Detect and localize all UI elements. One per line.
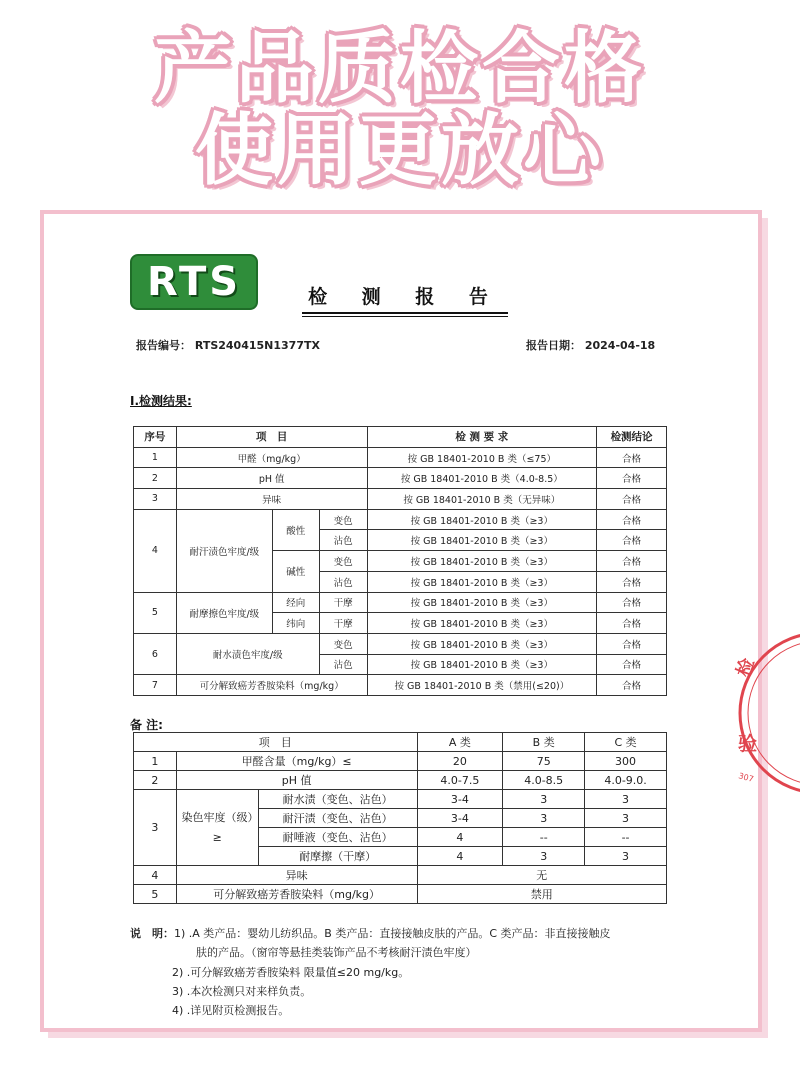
row-requirement: 按 GB 18401-2010 B 类（≥3） [367,509,597,530]
row-group: 酸性 [272,509,319,550]
row-item: pH 值 [176,468,367,489]
explanation-line-3: 3) .本次检测只对来样负责。 [172,985,312,998]
row-item: 可分解致癌芳香胺染料（mg/kg） [176,675,367,696]
row-requirement: 按 GB 18401-2010 B 类（≥3） [367,654,597,675]
notes-b: 3 [503,809,585,828]
explanation-line-2: 2) .可分解致癌芳香胺染料 限量值≤20 mg/kg。 [172,966,410,979]
row-item: 耐汗渍色牢度/级 [176,509,272,592]
explanation-line-4: 4) .详见附页检测报告。 [172,1004,290,1017]
notes-c: 3 [585,809,667,828]
notes-c: 3 [585,790,667,809]
title-underline [302,312,508,314]
notes-a: 3-4 [417,790,503,809]
notes-subitem: 耐唾液（变色、沾色） [258,828,417,847]
report-number [136,337,320,353]
row-item: 异味 [176,489,367,510]
table-row [134,509,667,530]
table-row [134,771,667,790]
header-item: 项 目 [176,427,367,448]
table-row [134,866,667,885]
row-subitem: 干摩 [319,613,367,634]
report-title: 检 测 报 告 [308,286,502,308]
row-requirement: 按 GB 18401-2010 B 类（禁用(≤20)） [367,675,597,696]
notes-subitem: 耐摩擦（干摩） [258,847,417,866]
row-item: 甲醛（mg/kg） [176,447,367,468]
row-result: 合格 [597,592,667,613]
table-row [134,489,667,510]
table-row [134,885,667,904]
notes-subitem: 耐水渍（变色、沾色） [258,790,417,809]
row-subitem: 变色 [319,633,367,654]
notes-c: 3 [585,847,667,866]
notes-subitem: 耐汗渍（变色、沾色） [258,809,417,828]
row-subitem: 干摩 [319,592,367,613]
row-requirement: 按 GB 18401-2010 B 类（≥3） [367,613,597,634]
notes-a: 20 [417,752,503,771]
notes-b: 75 [503,752,585,771]
row-requirement: 按 GB 18401-2010 B 类（≥3） [367,551,597,572]
report-number-label: 报告编号： [136,339,191,352]
notes-header-c: C 类 [585,733,667,752]
headline-line-2: 使用更放心 [194,106,605,196]
notes-title: 备 注: [130,718,163,732]
notes-header-b: B 类 [503,733,585,752]
notes-item: pH 值 [176,771,417,790]
report-date-label: 报告日期： [526,339,581,352]
stamp-char-top: 检 [732,655,759,680]
notes-c: 300 [585,752,667,771]
notes-b: 3 [503,790,585,809]
header-no: 序号 [134,427,177,448]
table-row [134,633,667,654]
row-no: 7 [134,675,177,696]
notes-a: 3-4 [417,809,503,828]
notes-no: 5 [134,885,177,904]
notes-header-a: A 类 [417,733,503,752]
table-row [134,592,667,613]
table-header-row [134,427,667,448]
notes-item: 可分解致癌芳香胺染料（mg/kg） [176,885,417,904]
notes-b: 3 [503,847,585,866]
row-group: 经向 [272,592,319,613]
stamp-ring [740,633,800,793]
row-no: 2 [134,468,177,489]
table-row [134,447,667,468]
row-result: 合格 [597,447,667,468]
row-subitem: 沾色 [319,530,367,551]
notes-a: 4.0-7.5 [417,771,503,790]
row-no: 1 [134,447,177,468]
row-subitem: 变色 [319,551,367,572]
row-result: 合格 [597,571,667,592]
explanation-line-1 [130,924,611,943]
row-no: 4 [134,509,177,592]
row-requirement: 按 GB 18401-2010 B 类（≥3） [367,530,597,551]
results-section-title: I.检测结果: [130,394,192,408]
table-header-row [134,733,667,752]
notes-item: 异味 [176,866,417,885]
notes-table [133,732,667,904]
table-row [134,752,667,771]
row-group: 碱性 [272,551,319,592]
notes-value: 禁用 [417,885,667,904]
notes-c: 4.0-9.0. [585,771,667,790]
row-result: 合格 [597,468,667,489]
row-requirement: 按 GB 18401-2010 B 类（4.0-8.5） [367,468,597,489]
notes-b: -- [503,828,585,847]
explanation-text-1: 1) .A 类产品：婴幼儿纺织品。B 类产品：直接接触皮肤的产品。C 类产品：非直接接触皮 [174,927,611,940]
notes-a: 4 [417,847,503,866]
table-row [134,790,667,809]
row-no: 6 [134,633,177,674]
title-underline-thin [302,316,508,317]
row-group: 纬向 [272,613,319,634]
row-subitem: 沾色 [319,654,367,675]
red-seal-stamp [732,628,800,798]
row-item: 耐水渍色牢度/级 [176,633,319,674]
header-requirement: 检 测 要 求 [367,427,597,448]
row-result: 合格 [597,551,667,572]
row-requirement: 按 GB 18401-2010 B 类（≤75） [367,447,597,468]
notes-no: 1 [134,752,177,771]
notes-no: 2 [134,771,177,790]
row-requirement: 按 GB 18401-2010 B 类（≥3） [367,633,597,654]
row-no: 5 [134,592,177,633]
row-result: 合格 [597,633,667,654]
notes-c: -- [585,828,667,847]
headline-line-1: 产品质检合格 [153,24,646,114]
row-result: 合格 [597,654,667,675]
row-no: 3 [134,489,177,510]
notes-item: 染色牢度（级）≥ [176,790,258,866]
report-number-value: RTS240415N1377TX [194,339,320,352]
stamp-char-mid: 验 [738,733,758,755]
rts-logo [130,254,258,310]
row-result: 合格 [597,530,667,551]
stamp-number: 307 [737,771,755,784]
notes-value: 无 [417,866,667,885]
row-subitem: 沾色 [319,571,367,592]
notes-header-item: 项 目 [134,733,418,752]
row-item: 耐摩擦色牢度/级 [176,592,272,633]
table-row [134,468,667,489]
notes-no: 3 [134,790,177,866]
notes-no: 4 [134,866,177,885]
row-requirement: 按 GB 18401-2010 B 类（≥3） [367,592,597,613]
report-date [526,337,655,353]
header-result: 检测结论 [597,427,667,448]
notes-item: 甲醛含量（mg/kg）≤ [176,752,417,771]
rts-logo-text: RTS [146,259,242,305]
results-table [133,426,667,696]
explanation-line-1b: 肤的产品。（窗帘等悬挂类装饰产品不考核耐汗渍色牢度） [196,946,477,959]
row-result: 合格 [597,489,667,510]
row-result: 合格 [597,509,667,530]
row-subitem: 变色 [319,509,367,530]
row-requirement: 按 GB 18401-2010 B 类（≥3） [367,571,597,592]
notes-b: 4.0-8.5 [503,771,585,790]
row-requirement: 按 GB 18401-2010 B 类（无异味） [367,489,597,510]
explanation-label: 说 明： [130,927,174,940]
notes-a: 4 [417,828,503,847]
row-result: 合格 [597,675,667,696]
row-result: 合格 [597,613,667,634]
report-date-value: 2024-04-18 [584,339,656,352]
table-row [134,675,667,696]
